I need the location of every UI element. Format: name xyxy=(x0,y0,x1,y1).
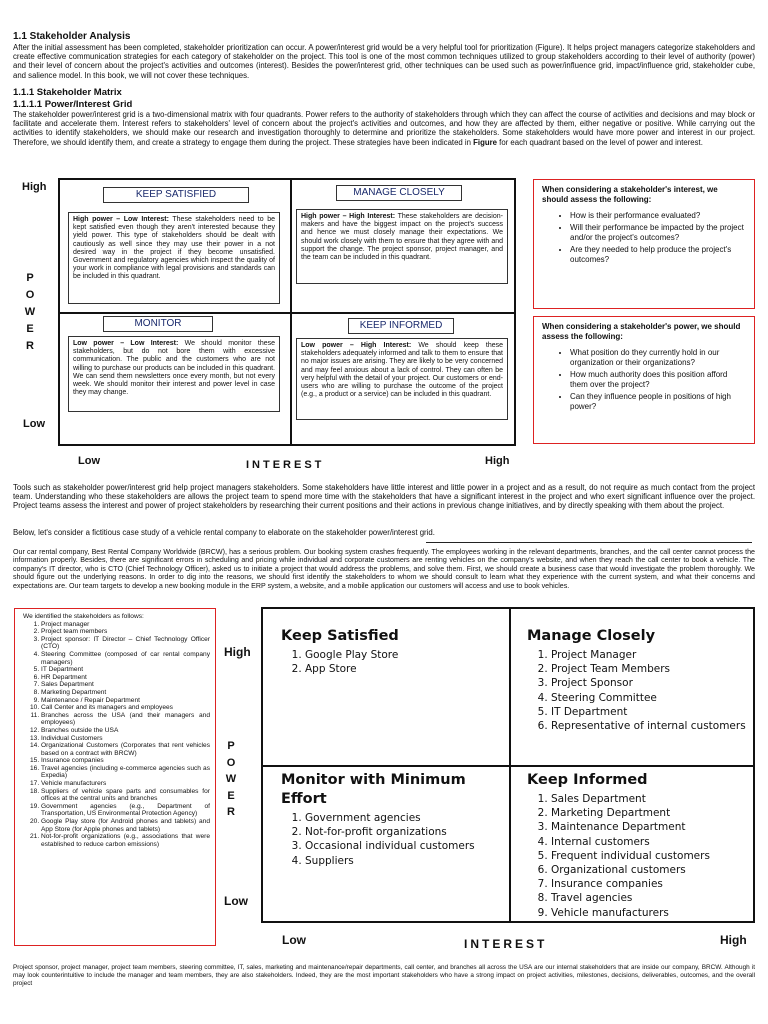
grid-description-paragraph xyxy=(13,110,755,147)
footer-paragraph: Project sponsor, project manager, project team members, steering committee, IT, sales, marketing and maintenance/repair departments, call center, and branches all across the USA are our internal stakeholders that are inside our company, BRCW. Although it may look counterintuitive to include the manager and team members, they are also stakeholders. Indeed, they are the most important stakeholders who have a strong impact on project activities, milestones, decisions, deliverables, outcomes, and the overall project xyxy=(13,964,755,987)
quadrant-list xyxy=(281,648,399,676)
list-item: 3. Project Sponsor xyxy=(551,676,746,690)
section-title: 1.1 Stakeholder Analysis xyxy=(13,31,131,42)
interest-axis-label-2: INTEREST xyxy=(464,937,548,951)
list-item: 4. Steering Committee (composed of car rental company managers) xyxy=(41,651,210,666)
list-item: 21. Not-for-profit organizations (e.g., associations that were established to reduce carbon emissions) xyxy=(41,833,210,848)
list-item: 14. Organizational Customers (Corporates that rent vehicles based on a contract with BRCW) xyxy=(41,742,210,757)
intro-paragraph: After the initial assessment has been completed, stakeholder prioritization can occur. A power/interest grid would be a very helpful tool for prioritization (Figure). It helps project managers categorize stakeholders and create effective communication strategies for each category of stakeholder on the project. This tool is one of the most common techniques utilized to group stakeholders according to their level of authority (power) and their level of concern about the project's activities and outcomes (interest). Besides the power/interest grid, other techniques can be used such as power/influence grid, impact/influence grid, stakeholder cube, and salience model. In this book, we will not cover these techniques. xyxy=(13,43,755,80)
case-intro: Below, let's consider a fictitious case study of a vehicle rental company to elaborate on the stakeholder power/interest grid. xyxy=(13,528,435,537)
list-item: 4. Suppliers xyxy=(305,854,475,868)
list-item: • Are they needed to help produce the project's outcomes? xyxy=(570,245,746,265)
list-item: 18. Suppliers of vehicle spare parts and consumables for offices at the central units and branches xyxy=(41,788,210,803)
list-item: • How is their performance evaluated? xyxy=(570,211,746,221)
power-letter: O xyxy=(226,756,236,769)
power-question-list xyxy=(542,348,746,412)
list-item: 4. Internal customers xyxy=(551,835,710,849)
grid-divider-horizontal xyxy=(60,312,514,314)
list-item: • How much authority does this position afford them over the project? xyxy=(570,370,746,390)
quadrant-list xyxy=(527,648,746,733)
quadrant-list xyxy=(527,792,710,920)
power-letter: E xyxy=(26,323,34,335)
keep-satisfied-description xyxy=(68,212,280,304)
interest-box-title: When considering a stakeholder's interest, we should assess the following: xyxy=(542,185,718,204)
quadrant-text: These stakeholders are decision-makers and have the biggest impact on the project's success and hence we must closely manage their expectations. We should work closely with them to ensure that they agree with and support the change. The project sponsor, project manager, and the team can be included in this quadrant. xyxy=(301,213,503,262)
power-box-title: When considering a stakeholder's power, we should assess the following: xyxy=(542,322,741,341)
list-item: 15. Insurance companies xyxy=(41,757,210,765)
power-letter: R xyxy=(227,806,235,818)
list-item: 16. Travel agencies (including e-commerce agencies such as Expedia) xyxy=(41,765,210,780)
keep-satisfied-label: KEEP SATISFIED xyxy=(103,187,249,203)
list-item: • What position do they currently hold in our organization or their organizations? xyxy=(570,348,746,368)
paragraph-text-end: for each quadrant based on the level of power and interest. xyxy=(496,137,703,147)
stakeholder-list xyxy=(23,621,210,849)
list-item: 17. Vehicle manufacturers xyxy=(41,780,210,788)
monitor-label: MONITOR xyxy=(103,316,213,332)
list-item: 2. App Store xyxy=(305,662,399,676)
power-axis-label-2 xyxy=(224,738,238,821)
list-item: 1. Project Manager xyxy=(551,648,746,662)
list-item: 2. Project Team Members xyxy=(551,662,746,676)
interest-low-label-2: Low xyxy=(282,933,306,947)
case-study-paragraph: Our car rental company, Best Rental Company Worldwide (BRCW), has a serious problem. Our booking system crashes frequently. The employees working in the relevant departments, branches, and the call center cannot process the information properly. Besides, there are significant errors in scheduling and pricing while individual and corporate customers are renting vehicles on the company's website, and when they reach the call center to book a vehicle. The company's IT director, who is CTO (Chief Technology Officer), asked us to initiate a project that would address the problems, and solve them. First, we should create a business case that would investigate the problem thoroughly. We should figure out the underlying reasons. In order to dig into the reasons, we should first identify the stakeholders to whom we should consult to learn what they experience with the current system, and what their concerns and expectations are. Our team targets to develop a new booking module in the ERP system, a website, and a mobile application our customers will access and use to book vehicles. xyxy=(13,548,755,590)
quadrant-title: Keep Informed xyxy=(527,772,648,788)
power-high-label-2: High xyxy=(224,645,251,659)
quadrant-title: Manage Closely xyxy=(527,628,656,644)
power-low-label-2: Low xyxy=(224,894,248,908)
power-letter: P xyxy=(26,272,34,284)
grid-divider-horizontal xyxy=(263,765,753,767)
list-item: 3. Occasional individual customers xyxy=(305,839,475,853)
power-letter: P xyxy=(227,740,235,752)
quadrant-title: Keep Satisfied xyxy=(281,628,399,644)
list-item: 1. Government agencies xyxy=(305,811,475,825)
case-power-interest-grid xyxy=(261,607,755,923)
interest-high-label: High xyxy=(485,455,510,467)
power-axis-label xyxy=(23,270,37,355)
list-item: 7. Sales Department xyxy=(41,681,210,689)
power-assessment-box xyxy=(533,316,755,444)
interest-axis-label: INTEREST xyxy=(246,459,325,471)
quadrant-lead: High power – High Interest: xyxy=(301,213,396,220)
power-low-label: Low xyxy=(23,418,45,430)
power-interest-grid xyxy=(58,178,516,446)
stakeholder-list-title: We identified the stakeholders as follows: xyxy=(23,613,144,620)
list-item: 13. Individual Customers xyxy=(41,735,210,743)
stakeholder-list-box xyxy=(14,608,216,946)
quadrant-text: We should monitor these stakeholders, but do not bore them with excessive communication. The public and the customers who are not willing to purchase our products can be included in this quadrant. We can send them newsletters once every month, but not every week. We should monitor their interest and power level in case they may change. xyxy=(73,340,275,397)
list-item: 5. IT Department xyxy=(41,666,210,674)
subheading-grid: 1.1.1.1 Power/Interest Grid xyxy=(13,99,133,110)
quadrant-text: These stakeholders need to be kept satisfied even though they aren't interested because they yield power. This type of stakeholders should be dealt with cautiously as well since they may use their power in a not desired way in the project if they become unsatisfied. Government and regulatory agencies which inspect the quality of your work in compliance with legal provisions and standards can be included in this quadrant. xyxy=(73,216,275,281)
quadrant-lead: Low power – Low Interest: xyxy=(73,340,179,347)
list-item: 2. Not-for-profit organizations xyxy=(305,825,475,839)
interest-assessment-box xyxy=(533,179,755,309)
interest-high-label-2: High xyxy=(720,933,747,947)
keep-satisfied-quadrant xyxy=(281,627,399,676)
power-letter: W xyxy=(225,773,237,785)
list-item: 9. Maintenance / Repair Department xyxy=(41,697,210,705)
interest-low-label: Low xyxy=(78,455,100,467)
quadrant-title: Monitor with Minimum xyxy=(281,772,466,788)
power-high-label: High xyxy=(22,181,47,193)
power-letter: E xyxy=(227,789,235,802)
list-item: 3. Project sponsor: IT Director – Chief Technology Officer (CTO) xyxy=(41,636,210,651)
list-item: 6. Representative of internal customers xyxy=(551,719,746,733)
interest-question-list xyxy=(542,211,746,265)
quadrant-lead: Low power – High Interest: xyxy=(301,342,412,349)
divider-line xyxy=(426,542,752,543)
list-item: 8. Travel agencies xyxy=(551,891,710,905)
paragraph-text: The stakeholder power/interest grid is a two-dimensional matrix with four quadrants. Power refers to the authority of stakeholders through which they can affect the course of activities and decisions and may block or facilitate and accelerate them. Interest refers to stakeholders' level of concern about the project's activities and outcomes, and how they are affected by them, either negative or positive. While carrying out the activities to identify stakeholders, we should make our research and investigation thoroughly to determine and prioritize the stakeholders. Some stakeholders would have more power and interest in our project. Therefore, we should identify them, and create a strategy to engage them during the project. These strategies have been indicated in xyxy=(13,110,755,147)
quadrant-text: We should keep these stakeholders adequately informed and talk to them to ensure that no major issues are arising. They are likely to be very concerned and may feel anxious about a lack of control. They can often be very helpful with the detail of your project. Our customers or end-users who are willing to purchase the outcome of the project (e.g., a product or a service) can be included in this quadrant. xyxy=(301,342,503,399)
list-item: • Will their performance be impacted by the project and/or the project's outcomes? xyxy=(570,223,746,243)
list-item: 10. Call Center and its managers and employees xyxy=(41,704,210,712)
list-item: 7. Insurance companies xyxy=(551,877,710,891)
list-item: 11. Branches across the USA (and their managers and employees) xyxy=(41,712,210,727)
list-item: 2. Project team members xyxy=(41,628,210,636)
list-item: 4. Steering Committee xyxy=(551,691,746,705)
manage-closely-quadrant xyxy=(527,627,746,733)
keep-informed-quadrant xyxy=(527,771,710,920)
manage-closely-description xyxy=(296,209,508,284)
power-letter: O xyxy=(25,289,35,301)
list-item: 8. Marketing Department xyxy=(41,689,210,697)
list-item: 2. Marketing Department xyxy=(551,806,710,820)
list-item: 1. Project manager xyxy=(41,621,210,629)
power-letter: W xyxy=(24,306,36,318)
keep-informed-label: KEEP INFORMED xyxy=(348,318,454,334)
figure-reference: Figure xyxy=(473,137,497,147)
list-item: 1. Sales Department xyxy=(551,792,710,806)
tools-paragraph: Tools such as stakeholder power/interest grid help project managers stakeholders. Some stakeholders have little interest and little power in a project and as a result, do not require as much contact from the project team. Understanding who these stakeholders are allows the project team to spend more time with the stakeholders that have a significant interest in the project and who exert significant influence over the project. Project teams assess the interest and power of project stakeholders by researching their current positions and their actions in previous change initiatives, and by directly speaking with them about the project. xyxy=(13,483,755,511)
power-letter: R xyxy=(26,340,34,352)
list-item: • Can they influence people in positions of high power? xyxy=(570,392,746,412)
list-item: 6. HR Department xyxy=(41,674,210,682)
monitor-description xyxy=(68,336,280,412)
list-item: 5. IT Department xyxy=(551,705,746,719)
list-item: 5. Frequent individual customers xyxy=(551,849,710,863)
quadrant-list xyxy=(281,811,475,868)
list-item: 6. Organizational customers xyxy=(551,863,710,877)
list-item: 9. Vehicle manufacturers xyxy=(551,906,710,920)
monitor-quadrant xyxy=(281,771,475,868)
subheading-matrix: 1.1.1 Stakeholder Matrix xyxy=(13,87,122,98)
list-item: 3. Maintenance Department xyxy=(551,820,710,834)
quadrant-title-line2: Effort xyxy=(281,791,327,807)
quadrant-lead: High power – Low Interest: xyxy=(73,216,169,223)
list-item: 12. Branches outside the USA xyxy=(41,727,210,735)
keep-informed-description xyxy=(296,338,508,420)
list-item: 1. Google Play Store xyxy=(305,648,399,662)
list-item: 19. Government agencies (e.g., Department of Transportation, US Environmental Protection Agency) xyxy=(41,803,210,818)
manage-closely-label: MANAGE CLOSELY xyxy=(336,185,462,201)
list-item: 20. Google Play store (for Android phones and tablets) and App Store (for Apple phones and tablets) xyxy=(41,818,210,833)
